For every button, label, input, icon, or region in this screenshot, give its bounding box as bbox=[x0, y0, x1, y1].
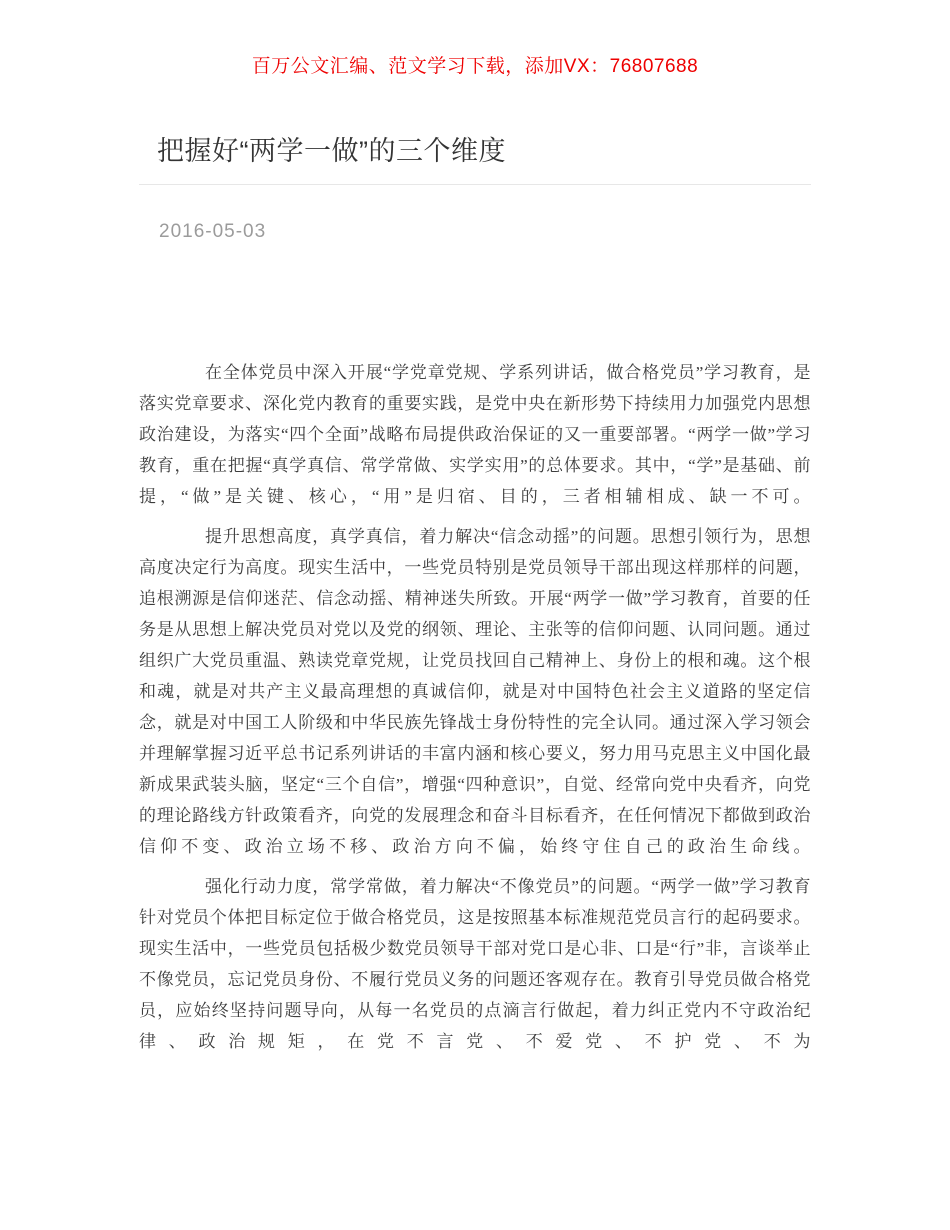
article-title: 把握好“两学一做”的三个维度 bbox=[157, 136, 506, 166]
paragraph-2: 提升思想高度，真学真信，着力解决“信念动摇”的问题。思想引领行为，思想高度决定行为高度。现实生活中，一些党员特别是党员领导干部出现这样那样的问题，追根溯源是信仰迷茫、信念动摇、精神迷失所致。开展“两学一做”学习教育，首要的任务是从思想上解决党员对党以及党的纲领、理论、主张等的信仰问题、认同问题。通过组织广大党员重温、熟读党章党规，让党员找回自己精神上、身份上的根和魂。这个根和魂，就是对共产主义最高理想的真诚信仰，就是对中国特色社会主义道路的坚定信念，就是对中国工人阶级和中华民族先锋战士身份特性的完全认同。通过深入学习领会并理解掌握习近平总书记系列讲话的丰富内涵和核心要义，努力用马克思主义中国化最新成果武装头脑，坚定“三个自信”，增强“四种意识”，自觉、经常向党中央看齐，向党的理论路线方针政策看齐，向党的发展理念和奋斗目标看齐，在任何情况下都做到政治信仰不变、政治立场不移、政治方向不偏，始终守住自己的政治生命线。 bbox=[139, 527, 811, 856]
title-divider bbox=[139, 184, 811, 185]
article-container bbox=[139, 135, 811, 1057]
paragraph-3: 强化行动力度，常学常做，着力解决“不像党员”的问题。“两学一做”学习教育针对党员个体把目标定位于做合格党员，这是按照基本标准规范党员言行的起码要求。现实生活中，一些党员包括极少数党员领导干部对党口是心非、口是“行”非，言谈举止不像党员，忘记党员身份、不履行党员义务的问题还客观存在。教育引导党员做合格党员，应始终坚持问题导向，从每一名党员的点滴言行做起，着力纠正党内不守政治纪律、政治规矩，在党不言党、不爱党、不护党、不为 bbox=[139, 877, 811, 1051]
article-date: 2016-05-03 bbox=[159, 221, 267, 242]
promo-banner: 百万公文汇编、范文学习下载，添加VX：76807688 bbox=[251, 56, 699, 77]
article-body bbox=[139, 357, 811, 1057]
paragraph-1: 在全体党员中深入开展“学党章党规、学系列讲话，做合格党员”学习教育，是落实党章要求、深化党内教育的重要实践，是党中央在新形势下持续用力加强党内思想政治建设，为落实“四个全面”战略布局提供政治保证的又一重要部署。“两学一做”学习教育，重在把握“真学真信、常学常做、实学实用”的总体要求。其中，“学”是基础、前提，“做”是关键、核心，“用”是归宿、目的，三者相辅相成、缺一不可。 bbox=[139, 363, 811, 506]
